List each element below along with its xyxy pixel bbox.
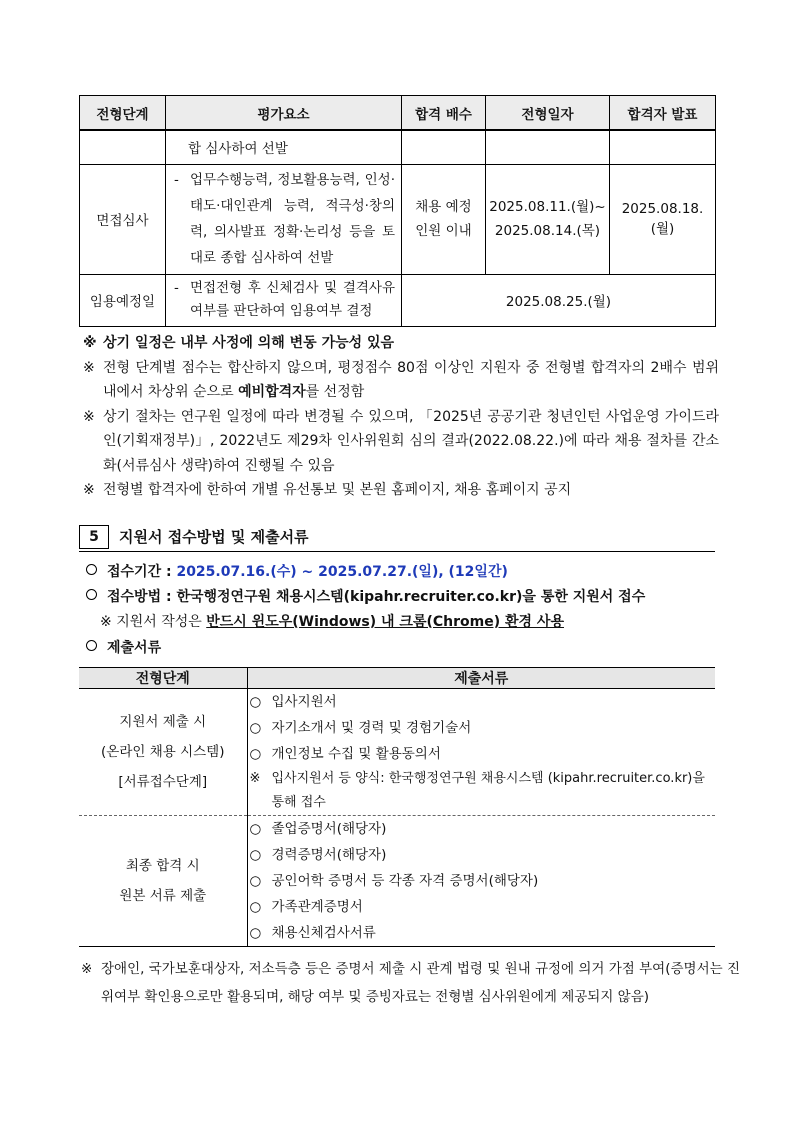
method-label: 접수방법 : [107,589,177,605]
reference-mark: ※ [100,614,112,630]
note-item [79,405,719,479]
row2-stage-line2: 원본 서류 제출 [119,888,207,904]
row1-stage-line2: (온라인 채용 시스템) [101,744,225,760]
header-date: 전형일자 [486,96,610,131]
circle-bullet-icon: ○ [249,925,262,941]
list-item: ○ 입사지원서 [248,689,716,715]
info-docs [86,637,726,659]
dash-marker: - [174,280,179,296]
circle-bullet-icon: ○ [249,694,262,710]
list-item: ○ 개인정보 수집 및 활용동의서 [248,741,716,767]
documents-table [79,667,715,947]
table-row [80,274,716,326]
reference-mark: ※ [83,408,95,425]
row0-stage [80,130,166,164]
header-announce: 합격자 발표 [610,96,716,131]
reference-mark: ※ [249,771,261,786]
row2-date: 2025.08.25.(월) [402,274,716,326]
row1-announce: 2025.08.18.(월) [610,164,716,274]
table-row [80,130,716,164]
note-3-text: 상기 절차는 연구원 일정에 따라 변경될 수 있으며, 「2025년 공공기관 청년인턴 사업운영 가이드라인(기획재정부)」, 2022년도 제29차 인사위원회 심의 결과(2022.08.22.)에 따라 채용 절차를 간소화(서류심사 생략)하여 진행될 수 있음 [103,408,719,474]
table-row [80,164,716,274]
note-2-end: 를 선정함 [305,384,365,400]
row1-ratio-line2: 인원 이내 [415,223,472,239]
row1-date-line2: 2025.08.14.(목) [494,223,601,239]
reference-mark: ※ [83,359,95,376]
circle-bullet-icon [86,640,97,651]
bottom-note-text: 장애인, 국가보훈대상자, 저소득층 등은 증명서 제출 시 관계 법령 및 원내 규정에 의거 가점 부여(증명서는 진위여부 확인용으로만 활용되며, 해당 여부 및 증빙자료는 전형별 심사위원에게 제공되지 않음) [101,961,740,1005]
period-label: 접수기간 : [107,564,177,580]
reference-mark: ※ [81,961,93,977]
reference-mark: ※ [83,482,95,498]
row2-eval: 면접전형 후 신체검사 및 결격사유 여부를 판단하여 임용여부 결정 [190,280,395,319]
note-4-text: 전형별 합격자에 한하여 개별 유선통보 및 본원 홈페이지, 채용 홈페이지 공지 [103,482,572,498]
info-note [100,611,740,633]
list-item [248,767,716,815]
table-row [79,689,715,816]
circle-bullet-icon [86,564,97,575]
note-item [79,478,719,503]
reference-mark: ※ [83,335,97,351]
list-item: ○ 경력증명서(해당자) [248,842,716,868]
method-value: 한국행정연구원 채용시스템(kipahr.recruiter.co.kr)을 통한 지원서 접수 [176,589,646,605]
header-eval: 평가요소 [166,96,402,131]
section-title: 지원서 접수방법 및 제출서류 [119,528,309,546]
notes-block [79,331,719,503]
header-stage: 전형단계 [80,96,166,131]
row0-eval: 합 심사하여 선발 [166,130,402,164]
circle-bullet-icon: ○ [249,746,262,762]
note-2-bold: 예비합격자 [238,384,306,400]
circle-bullet-icon [86,589,97,600]
header-docs: 제출서류 [247,668,715,689]
info-method [86,586,726,608]
circle-bullet-icon: ○ [249,720,262,736]
section-heading [79,525,715,552]
info-period [86,561,726,583]
table-header-row [80,96,716,131]
circle-bullet-icon: ○ [249,821,262,837]
row2-stage-line1: 최종 합격 시 [125,858,200,874]
schedule-table [79,95,716,327]
circle-bullet-icon: ○ [249,873,262,889]
docs-label: 제출서류 [107,640,162,656]
dash-marker: - [174,172,179,188]
row1-stage-line1: 지원서 제출 시 [119,714,207,730]
info-note-text: 지원서 작성은 [116,614,207,630]
period-value: 2025.07.16.(수) ~ 2025.07.27.(일), (12일간) [176,564,508,580]
note-2-text: 전형 단계별 점수는 합산하지 않으며, 평정점수 80점 이상인 지원자 중 전형별 합격자의 2배수 범위 내에서 차상위 순으로 [103,359,719,400]
row2-stage: 임용예정일 [80,274,166,326]
info-note-emphasis: 반드시 윈도우(Windows) 내 크롬(Chrome) 환경 사용 [206,614,564,630]
note-item [79,356,719,405]
list-item: ○ 자기소개서 및 경력 및 경험기술서 [248,715,716,741]
list-item: ○ 채용신체검사서류 [248,920,716,946]
note-item [79,331,719,356]
header-stage: 전형단계 [79,668,247,689]
table-row [79,816,715,947]
row1-note-text: 입사지원서 등 양식: 한국행정연구원 채용시스템 (kipahr.recruiter.co.kr)을 통해 접수 [271,771,705,810]
table-header-row [79,668,715,689]
row1-ratio-line1: 채용 예정 [415,199,472,215]
note-1-text: 상기 일정은 내부 사정에 의해 변동 가능성 있음 [103,335,395,351]
row1-date-line1: 2025.08.11.(월)~ [489,199,606,215]
circle-bullet-icon: ○ [249,899,262,915]
bottom-note [79,955,741,1011]
circle-bullet-icon: ○ [249,847,262,863]
row1-stage-line3: [서류접수단계] [118,774,208,790]
list-item: ○ 가족관계증명서 [248,894,716,920]
list-item: ○ 공인어학 증명서 등 각종 자격 증명서(해당자) [248,868,716,894]
row1-eval: 업무수행능력, 정보활용능력, 인성·태도·대인관계 능력, 적극성·창의력, 의사발표 정확·논리성 등을 토대로 종합 심사하여 선발 [190,172,395,266]
list-item: ○ 졸업증명서(해당자) [248,816,716,842]
header-ratio: 합격 배수 [402,96,486,131]
row1-stage: 면접심사 [80,164,166,274]
section-number: 5 [79,525,109,549]
